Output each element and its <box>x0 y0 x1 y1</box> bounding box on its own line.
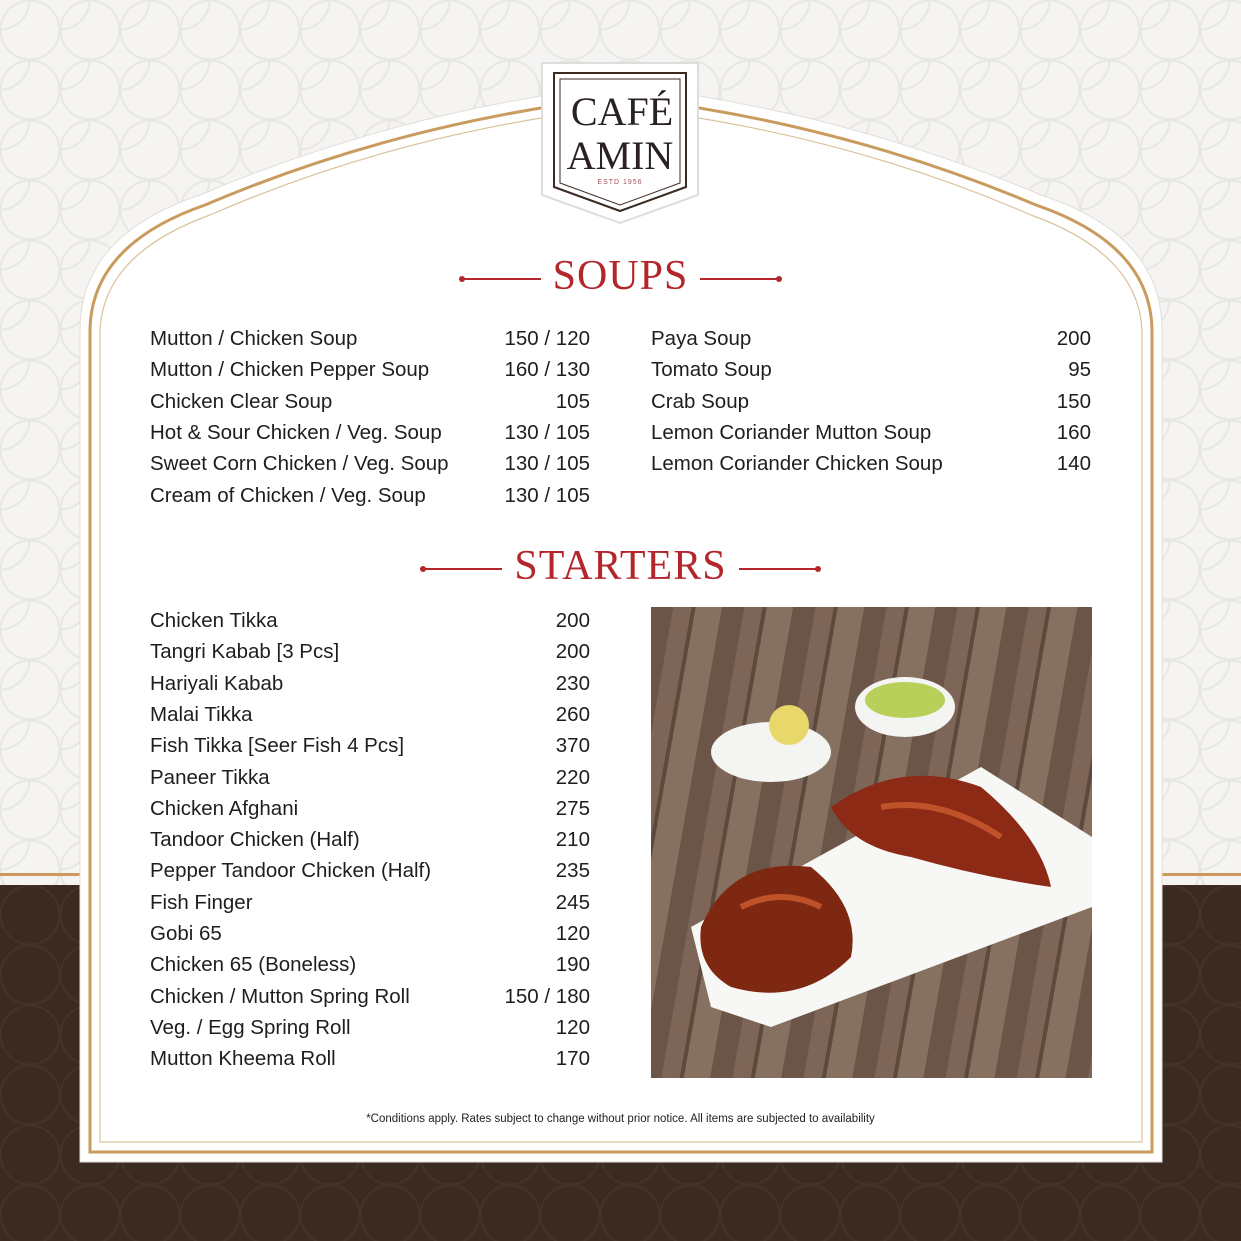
tandoori-chicken-photo <box>651 607 1092 1078</box>
menu-item <box>150 451 590 477</box>
soups-heading <box>0 252 1241 300</box>
item-price: 160 / 130 <box>504 358 590 382</box>
menu-item <box>651 420 1091 446</box>
menu-item <box>150 890 590 916</box>
menu-item <box>150 765 590 791</box>
item-name: Fish Tikka [Seer Fish 4 Pcs] <box>150 734 405 758</box>
item-price: 140 <box>1056 452 1091 476</box>
menu-item <box>150 608 590 634</box>
item-name: Veg. / Egg Spring Roll <box>150 1015 351 1039</box>
item-name: Chicken / Mutton Spring Roll <box>150 984 410 1008</box>
item-price: 200 <box>1056 327 1091 350</box>
footer-note: *Conditions apply. Rates subject to change without prior notice. All items are subjected to availability <box>366 1113 875 1125</box>
item-price: 170 <box>555 1047 590 1071</box>
menu-item <box>150 357 590 383</box>
item-price: 120 <box>555 922 590 945</box>
menu-item <box>651 326 1091 352</box>
menu-item <box>150 483 590 509</box>
item-name: Cream of Chicken / Veg. Soup <box>150 483 426 507</box>
item-price: 190 <box>555 953 590 977</box>
menu-item <box>150 858 590 884</box>
item-name: Lemon Coriander Chicken Soup <box>651 452 943 476</box>
item-name: Chicken Afghani <box>150 796 299 820</box>
menu-item <box>150 671 590 697</box>
cafe-amin-logo <box>540 55 700 225</box>
starters-title: STARTERS <box>514 543 727 589</box>
item-price: 275 <box>555 796 590 820</box>
menu-item <box>150 326 590 352</box>
item-name: Malai Tikka <box>150 702 253 726</box>
menu-item <box>150 1046 590 1072</box>
logo-line2: AMIN <box>566 133 674 178</box>
item-price: 245 <box>555 890 590 914</box>
menu-item <box>150 702 590 728</box>
item-name: Chicken Clear Soup <box>150 389 333 413</box>
starters-heading <box>0 542 1241 590</box>
menu-item <box>150 921 590 947</box>
item-price: 370 <box>555 734 590 758</box>
item-price: 200 <box>555 609 590 632</box>
menu-item <box>651 357 1091 383</box>
item-name: Crab Soup <box>651 389 750 413</box>
item-name: Tomato Soup <box>651 358 772 382</box>
item-price: 130 / 105 <box>504 483 590 507</box>
menu-item <box>150 639 590 665</box>
item-name: Lemon Coriander Mutton Soup <box>651 420 932 444</box>
item-name: Fish Finger <box>150 890 253 914</box>
menu-item <box>150 952 590 978</box>
logo-established: ESTD 1956 <box>597 179 643 186</box>
item-name: Pepper Tandoor Chicken (Half) <box>150 859 432 883</box>
item-name: Hot & Sour Chicken / Veg. Soup <box>150 420 442 444</box>
item-price: 235 <box>555 859 590 883</box>
item-price: 230 <box>555 671 590 695</box>
menu-item <box>150 984 590 1010</box>
menu-item <box>651 451 1091 477</box>
item-price: 150 / 180 <box>504 984 590 1008</box>
item-price: 120 <box>555 1015 590 1039</box>
item-name: Tandoor Chicken (Half) <box>150 828 360 852</box>
item-price: 220 <box>555 765 590 789</box>
item-name: Mutton / Chicken Soup <box>150 327 358 350</box>
item-name: Tangri Kabab [3 Pcs] <box>150 640 340 664</box>
item-price: 95 <box>1068 358 1091 382</box>
item-price: 150 <box>1056 389 1091 413</box>
item-price: 260 <box>555 702 590 726</box>
item-name: Chicken Tikka <box>150 609 278 632</box>
item-price: 200 <box>555 640 590 664</box>
item-price: 105 <box>555 389 590 413</box>
item-price: 150 / 120 <box>504 327 590 350</box>
item-price: 130 / 105 <box>504 420 590 444</box>
item-name: Paya Soup <box>651 327 752 350</box>
menu-item <box>150 1015 590 1041</box>
menu-item <box>150 420 590 446</box>
item-price: 130 / 105 <box>504 452 590 476</box>
item-name: Chicken 65 (Boneless) <box>150 953 357 977</box>
item-name: Gobi 65 <box>150 922 222 945</box>
item-name: Mutton Kheema Roll <box>150 1047 336 1071</box>
item-name: Sweet Corn Chicken / Veg. Soup <box>150 452 449 476</box>
menu-item <box>150 796 590 822</box>
item-name: Paneer Tikka <box>150 765 270 789</box>
logo-line1: CAFÉ <box>570 89 674 134</box>
item-name: Mutton / Chicken Pepper Soup <box>150 358 430 382</box>
menu-item <box>150 389 590 415</box>
item-price: 160 <box>1056 420 1091 444</box>
soups-title: SOUPS <box>552 253 689 299</box>
menu-item <box>150 827 590 853</box>
menu-item <box>150 733 590 759</box>
menu-item <box>651 389 1091 415</box>
item-name: Hariyali Kabab <box>150 671 284 695</box>
item-price: 210 <box>555 828 590 852</box>
